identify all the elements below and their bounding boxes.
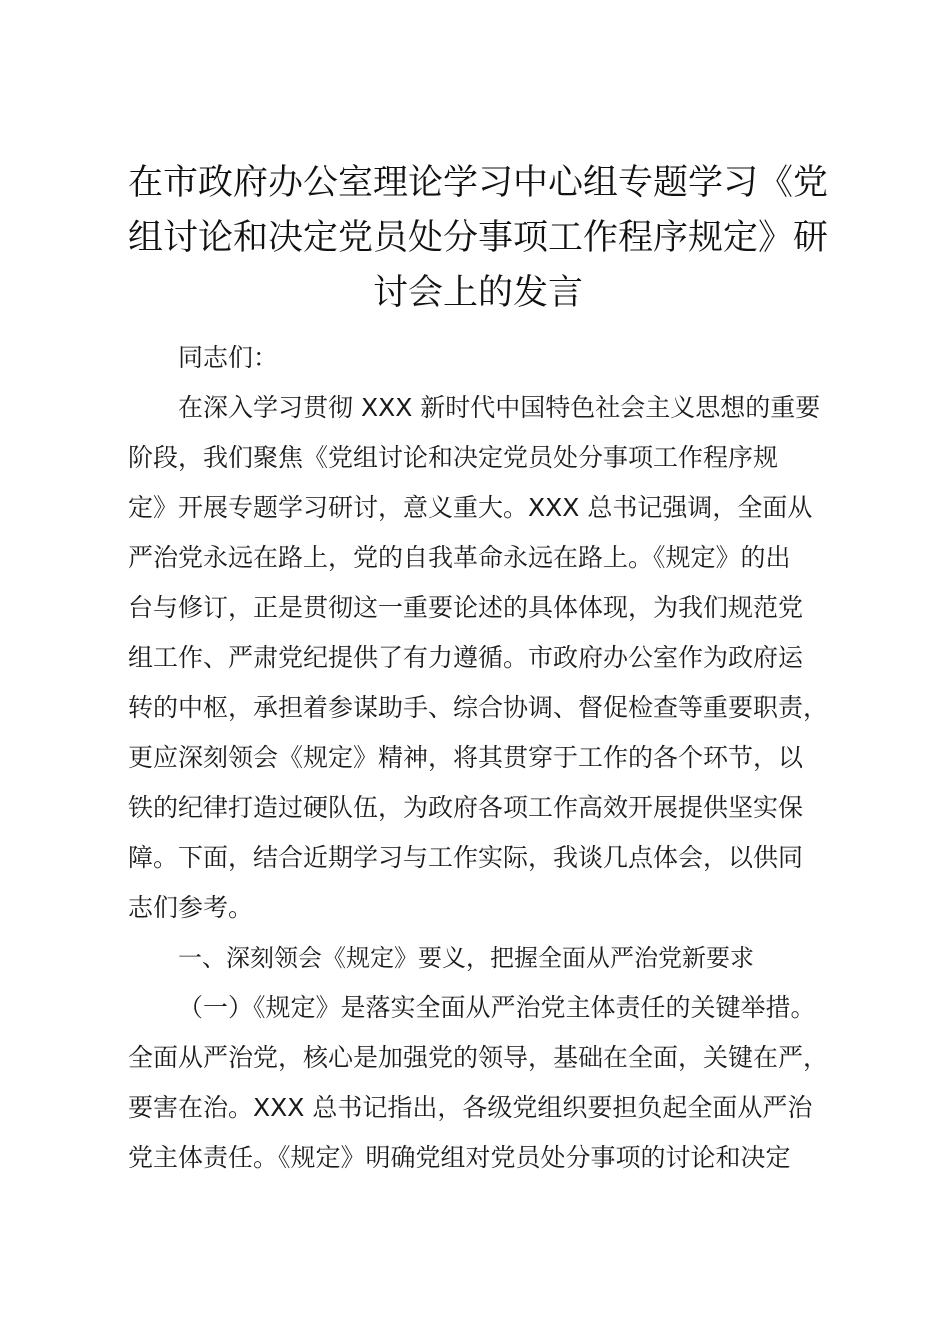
title-line: 讨会上的发言 bbox=[372, 273, 583, 313]
paragraph-line: 更应深刻领会《规定》精神，将其贯穿于工作的各个环节，以 bbox=[128, 743, 804, 772]
paragraph-line: 在深入学习贯彻 XXX 新时代中国特色社会主义思想的重要 bbox=[178, 393, 821, 422]
document-title bbox=[122, 156, 834, 321]
paragraph-line: 严治党永远在路上，党的自我革命永远在路上。《规定》的出 bbox=[128, 543, 791, 572]
paragraph-line: 阶段，我们聚焦《党组讨论和决定党员处分事项工作程序规 bbox=[128, 443, 779, 472]
paragraph-line: 铁的纪律打造过硬队伍，为政府各项工作高效开展提供坚实保 bbox=[128, 793, 804, 822]
title-line: 组讨论和决定党员处分事项工作程序规定》研 bbox=[127, 218, 828, 258]
title-line: 在市政府办公室理论学习中心组专题学习《党 bbox=[127, 163, 828, 203]
paragraph-line: 党主体责任。《规定》明确党组对党员处分事项的讨论和决定 bbox=[128, 1143, 791, 1172]
paragraph-line: 障。下面，结合近期学习与工作实际，我谈几点体会，以供同 bbox=[128, 843, 804, 872]
salutation: 同志们： bbox=[178, 343, 279, 372]
paragraph-line: 转的中枢，承担着参谋助手、综合协调、督促检查等重要职责， bbox=[128, 693, 829, 722]
paragraph-section-one bbox=[128, 983, 838, 1183]
paragraph-line: 台与修订，正是贯彻这一重要论述的具体体现，为我们规范党 bbox=[128, 593, 804, 622]
paragraph-line: 要害在治。XXX 总书记指出，各级党组织要担负起全面从严治 bbox=[128, 1093, 813, 1122]
paragraph-line: 志们参考。 bbox=[128, 893, 254, 922]
section-heading: 一、深刻领会《规定》要义，把握全面从严治党新要求 bbox=[178, 944, 754, 972]
paragraph-line: （一）《规定》是落实全面从严治党主体责任的关键举措。 bbox=[178, 993, 816, 1022]
paragraph-line: 全面从严治党，核心是加强党的领导，基础在全面，关键在严， bbox=[128, 1043, 829, 1072]
document-body bbox=[128, 333, 838, 1183]
paragraph-line: 定》开展专题学习研讨，意义重大。XXX 总书记强调，全面从 bbox=[128, 493, 813, 522]
paragraph-line: 组工作、严肃党纪提供了有力遵循。市政府办公室作为政府运 bbox=[128, 643, 804, 672]
paragraph-intro bbox=[128, 383, 838, 933]
